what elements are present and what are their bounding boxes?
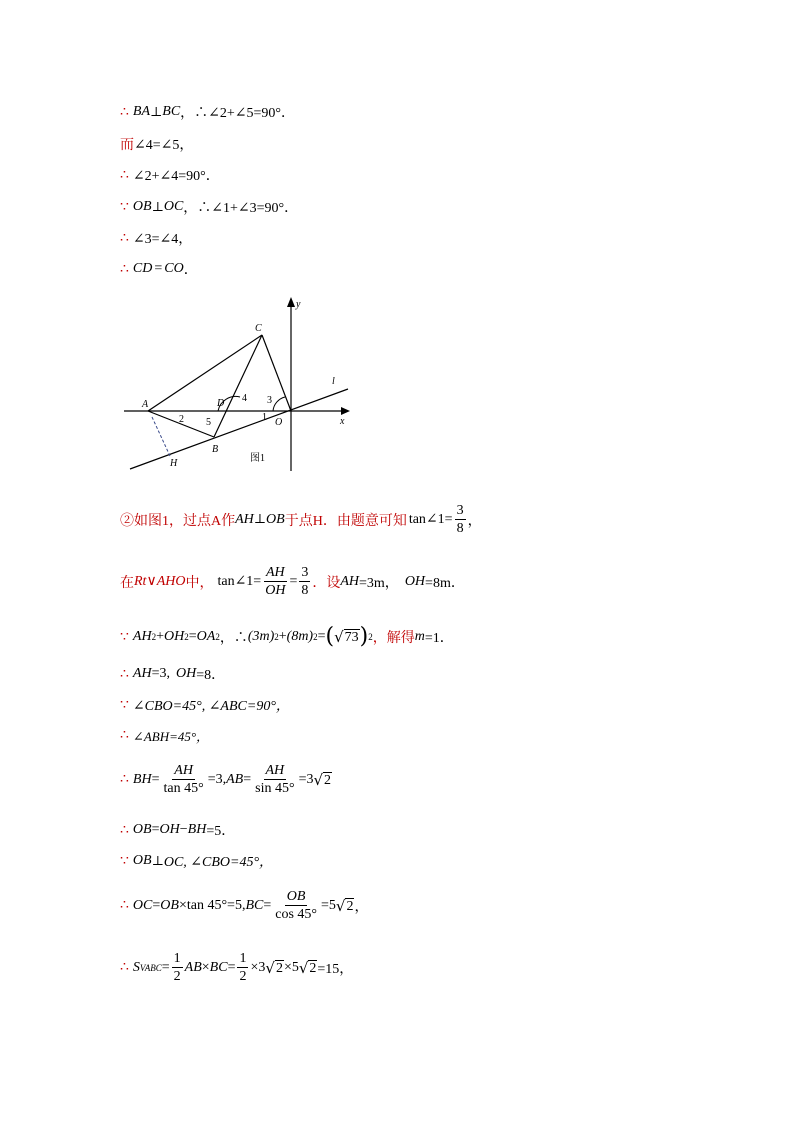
label-angle-4: 4	[242, 393, 247, 404]
segment-ah: AH	[235, 511, 254, 527]
exponent: 2	[368, 632, 373, 642]
proof-line-2	[120, 134, 193, 154]
equals-sign: =	[152, 897, 161, 913]
therefore-symbol: ∴	[120, 261, 129, 277]
value-text: ×5	[283, 959, 299, 975]
segment-oc: OC	[163, 199, 184, 214]
because-symbol: ∵	[120, 629, 129, 645]
times-sign: ×	[201, 959, 210, 975]
angle-text: ∠ABH=45°，	[132, 729, 210, 744]
fraction-denominator: 8	[301, 583, 309, 598]
radical-symbol: √	[335, 896, 346, 915]
exponent: 2	[151, 632, 157, 642]
fraction-numerator: OB	[286, 889, 306, 904]
label-angle-3: 3	[267, 395, 272, 406]
therefore-text: ，∴	[219, 631, 248, 646]
radicand: 2	[346, 898, 354, 914]
segment-ob: OB	[132, 822, 152, 837]
radical-symbol: √	[298, 958, 309, 977]
tan-expression: tan∠1=	[217, 574, 262, 589]
fraction-ob-cos45	[273, 888, 319, 923]
segment-ab: AB	[184, 959, 202, 975]
let-text: ．设	[312, 575, 341, 591]
therefore-symbol: ∴	[120, 666, 129, 682]
tan-expression: tan∠1=	[408, 512, 453, 527]
radical-symbol: √	[313, 770, 324, 789]
proof-line-13	[120, 762, 332, 797]
segment-oh: OH	[176, 666, 197, 681]
exponent: 2	[313, 632, 318, 642]
fraction-numerator: 3	[456, 503, 464, 518]
exponent: 2	[274, 632, 279, 642]
variable-m: m	[414, 629, 425, 644]
proof-line-7	[120, 502, 482, 537]
proof-line-1	[120, 102, 295, 122]
value-text: =8．	[196, 668, 226, 683]
exponent: 2	[215, 632, 220, 642]
proof-line-6	[120, 259, 198, 279]
fraction-denominator: 8	[456, 521, 464, 536]
because-symbol: ∵	[120, 697, 129, 713]
equals-sign: =	[317, 629, 326, 644]
x-axis-arrow	[341, 407, 350, 415]
area-symbol: S	[132, 959, 140, 975]
proof-line-16	[120, 888, 368, 923]
fraction-one-half	[237, 950, 248, 985]
segment-ob: OB	[160, 897, 179, 913]
solve-text: ，解得	[372, 631, 415, 646]
therefore-symbol: ∴	[120, 728, 129, 743]
middle-text: 中，	[185, 575, 214, 591]
label-a: A	[142, 399, 149, 410]
triangle-aho: Rt∨AHO	[134, 574, 186, 589]
label-l: l	[332, 376, 335, 387]
radicand: 2	[324, 772, 332, 788]
fraction-ah-oh	[263, 564, 287, 599]
proof-line-5	[120, 228, 192, 248]
fraction-denominator: 2	[239, 969, 247, 984]
angle-equality-text: ∠3=∠4，	[132, 232, 193, 247]
plus-sign: +	[156, 629, 164, 644]
segment-oh: OH	[159, 822, 180, 837]
proof-line-12	[120, 726, 209, 745]
segment-bc: BC	[245, 897, 264, 913]
radical-symbol: √	[265, 958, 275, 977]
term-3m: (3m)	[247, 629, 275, 644]
assign-text: =3m，	[359, 575, 399, 591]
angle-text: ∠CBO=45°, ∠ABC=90°，	[132, 699, 290, 714]
radicand: 2	[275, 960, 283, 976]
proof-line-9	[120, 624, 454, 649]
geometry-figure	[122, 293, 354, 475]
comma: ，	[354, 899, 369, 915]
equals-sign: =	[243, 771, 252, 787]
proof-line-11	[120, 695, 290, 715]
equals-sign: =	[151, 822, 160, 837]
fraction-ah-sin45	[253, 762, 296, 797]
segment-co: CO	[164, 261, 184, 276]
angle-sum-text: ，∴∠2+∠5=90°．	[180, 106, 296, 121]
plus-sign: +	[278, 629, 287, 644]
therefore-symbol: ∴	[120, 898, 129, 913]
label-x: x	[340, 416, 345, 427]
segment-oh: OH	[404, 573, 426, 589]
perp-symbol: ⊥	[151, 853, 164, 869]
fraction-3-8	[299, 564, 310, 599]
radicand: 2	[309, 960, 317, 976]
exponent: 2	[184, 632, 189, 642]
therefore-symbol: ∴	[120, 960, 129, 975]
equals-sign: =	[151, 771, 160, 787]
therefore-symbol: ∴	[120, 230, 129, 246]
value-text: =3,	[207, 771, 227, 787]
equals-sign: =	[227, 959, 236, 975]
term-8m: (8m)	[286, 629, 314, 644]
label-o: O	[275, 417, 283, 428]
fraction-denominator: sin 45°	[255, 781, 295, 796]
segment-bh: BH	[132, 771, 152, 787]
proof-line-14	[120, 820, 235, 840]
fraction-denominator: tan 45°	[163, 781, 204, 796]
fraction-ah-tan45	[162, 762, 206, 797]
segment-oa: OA	[196, 629, 216, 644]
fraction-numerator: 3	[301, 565, 309, 580]
step-intro: ②如图1，过点A作	[120, 513, 236, 529]
segment-ob: OB	[266, 511, 285, 527]
figure-caption: 图1	[250, 453, 265, 464]
proof-line-10	[120, 664, 225, 684]
fraction-numerator: AH	[265, 763, 285, 778]
segment-ab: AB	[226, 771, 244, 787]
equals-sign: =	[161, 959, 170, 975]
because-symbol: ∵	[120, 199, 129, 215]
equals-sign: =	[188, 629, 197, 644]
label-b: B	[212, 444, 219, 455]
angle-sum-text: ∠2+∠4=90°．	[132, 169, 220, 184]
fraction-denominator: 2	[173, 969, 181, 984]
conjunction-text: 而	[120, 138, 134, 153]
fraction-one-half	[172, 950, 183, 985]
period: ．	[183, 263, 198, 278]
left-paren: (	[325, 624, 335, 649]
assign-text: =8m．	[425, 575, 465, 591]
because-symbol: ∵	[120, 853, 129, 869]
therefore-symbol: ∴	[120, 167, 129, 183]
proof-line-4	[120, 197, 298, 217]
fraction-numerator: AH	[265, 565, 285, 580]
angle-sum-text: ，∴∠1+∠3=90°．	[183, 201, 299, 216]
y-axis-arrow	[287, 297, 295, 307]
value-text: =3	[298, 771, 314, 787]
fraction-denominator: OH	[265, 583, 286, 598]
step-text: 于点H．由题意可知	[284, 513, 407, 529]
value-text: =3,	[151, 666, 170, 681]
fraction-3-8	[455, 502, 466, 537]
label-angle-1: 1	[262, 412, 267, 423]
equals-sign: =	[263, 897, 272, 913]
perp-symbol: ⊥	[150, 104, 163, 120]
therefore-symbol: ∴	[120, 772, 129, 787]
proof-line-3	[120, 165, 220, 185]
condition-text: OC, ∠CBO=45°，	[163, 855, 274, 870]
segment-bh: BH	[187, 822, 207, 837]
fraction-denominator: cos 45°	[275, 907, 318, 922]
radical-symbol: √	[334, 628, 344, 646]
label-y: y	[296, 299, 301, 310]
value-text: =5．	[206, 824, 236, 839]
segment-ah	[152, 417, 170, 456]
segment-ah: AH	[340, 573, 360, 589]
segment-ob: OB	[132, 853, 152, 868]
result-text: =1．	[424, 631, 454, 646]
label-angle-2: 2	[179, 414, 184, 425]
value-text: ×3	[250, 959, 266, 975]
label-c: C	[255, 323, 262, 334]
equals-sign: =	[289, 573, 298, 589]
proof-line-17	[120, 950, 353, 985]
label-angle-5: 5	[206, 417, 211, 428]
perp-symbol: ⊥	[253, 512, 267, 527]
segment-oh: OH	[164, 629, 185, 644]
equals-sign: =	[154, 261, 163, 276]
value-text: ×tan 45°=5,	[178, 897, 246, 913]
fraction-numerator: 1	[239, 951, 247, 966]
result-text: =15，	[317, 961, 354, 977]
label-h: H	[170, 458, 178, 469]
segment-ob: OB	[132, 199, 152, 214]
comma: ，	[467, 513, 482, 529]
label-d: D	[217, 398, 225, 409]
minus-sign: −	[179, 822, 188, 837]
right-paren: )	[359, 624, 369, 649]
angle-arc-o	[273, 397, 285, 411]
proof-line-8	[120, 564, 465, 599]
area-subscript: VABC	[139, 962, 162, 973]
perp-symbol: ⊥	[151, 199, 164, 215]
segment-ah: AH	[132, 666, 152, 681]
therefore-symbol: ∴	[120, 822, 129, 838]
segment-ah: AH	[132, 629, 152, 644]
segment-bc: BC	[209, 959, 228, 975]
segment-oc: OC	[132, 897, 153, 913]
value-text: =5	[321, 897, 336, 913]
therefore-symbol: ∴	[120, 104, 129, 120]
fraction-numerator: 1	[173, 951, 181, 966]
fraction-numerator: AH	[174, 763, 193, 778]
in-text: 在	[120, 575, 134, 591]
segment-bc: BC	[162, 104, 181, 119]
radicand: 73	[344, 630, 359, 645]
segment-ba: BA	[132, 104, 151, 119]
segment-cd: CD	[132, 261, 153, 276]
proof-line-15	[120, 851, 273, 871]
angle-equality-text: ∠4=∠5，	[134, 138, 194, 153]
